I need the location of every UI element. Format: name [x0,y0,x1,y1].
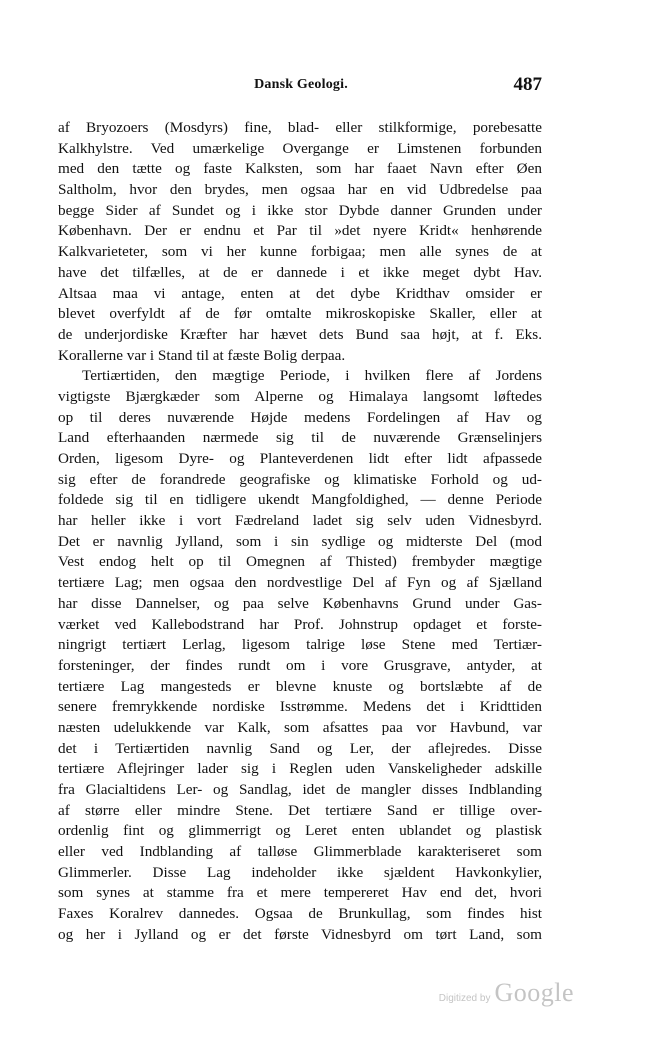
text-line: senere fremrykkende nordiske Isstrømme. Medens det i Kridttiden [58,698,542,716]
text-line: tertiære Lag; men ogsaa den nordvestlige Del af Fyn og af Sjælland [58,574,542,592]
text-line: de underjordiske Kræfter har hævet dets Bund saa højt, at f. Eks. [58,325,542,343]
text-line: forsteninger, der findes rundt om i vore Grusgrave, antyder, at [58,656,542,674]
digitized-watermark [439,978,574,1008]
text-line: sig efter de forandrede geografiske og klimatiske Forhold og ud- [58,470,542,488]
text-line: blevet overfyldt af de før omtalte mikroskopiske Skaller, eller at [58,305,542,323]
text-line: som synes at stamme fra et mere tempereret Hav end det, hvori [58,884,542,902]
text-line: Kalkhylstre. Ved umærkelige Overgange er Limstenen forbunden [58,139,542,157]
text-line: tertiære Lag mangesteds er blevne knuste og bortslæbte af de [58,677,542,695]
text-line: eller ved Indblanding af talløse Glimmerblade karakteriseret som [58,843,542,861]
body-text [58,118,542,946]
text-line: vigtigste Bjærgkæder som Alperne og Himalaya langsomt løftedes [58,387,542,405]
text-line: Saltholm, hvor den brydes, men ogsaa har en vid Udbredelse paa [58,181,542,199]
text-line: ordenlig fint og glimmerrigt og Leret enten ublandet og plastisk [58,822,542,840]
text-line: det i Tertiærtiden navnlig Sand og Ler, der aflejredes. Disse [58,739,542,757]
page-number: 487 [513,74,542,95]
text-line: af Bryozoers (Mosdyrs) fine, blad- eller stilkformige, porebesatte [58,119,542,136]
text-line: have det tilfælles, at de er dannede i et ikke meget dybt Hav. [58,263,542,281]
text-line: af større eller mindre Stene. Det tertiære Sand er tillige over- [58,801,542,819]
text-line: Orden, ligesom Dyre- og Planteverdenen lidt efter lidt afpassede [58,450,542,467]
watermark-brand: Google [494,978,574,1007]
text-line: Tertiærtiden, den mægtige Periode, i hvilken flere af Jordens [82,367,542,385]
text-line: med den tætte og faste Kalksten, som har faaet Navn efter Øen [58,160,542,178]
watermark-prefix: Digitized by [438,993,491,1004]
text-line: Det er navnlig Jylland, som i sin sydlige og midterste Del (mod [58,532,542,550]
running-title: Dansk Geologi. [254,77,348,92]
text-line: fra Glacialtidens Ler- og Sandlag, idet de mangler disses Indblanding [58,781,542,798]
text-line: tertiære Aflejringer lader sig i Reglen uden Vanskeligheder adskille [58,760,542,778]
text-line: Kalkvarieteter, som vi her kunne forbigaa; men alle synes de at [58,243,542,261]
text-line: Land efterhaanden nærmede sig til de nuværende Grænselinjers [58,429,542,447]
text-line: ningrigt tertiært Lerlag, ligesom talrige løse Stene med Tertiær- [58,636,542,654]
text-line: København. Der er endnu et Par til »det nyere Kridt« henhørende [58,222,542,240]
text-line: begge Sider af Sundet og i ikke stor Dybde danner Grunden under [58,201,542,219]
text-line: Korallerne var i Stand til at fæste Bolig derpaa. [58,346,346,364]
text-line: Vest endog helt op til Omegnen af Thisted) frembyder mægtige [58,553,542,571]
page-header [60,74,542,103]
text-line: næsten udelukkende var Kalk, som afsattes paa vor Havbund, var [58,718,542,736]
text-line: foldede sig til en tidligere ukendt Mangfoldighed, — denne Periode [58,491,542,509]
text-line: værket ved Kallebodstrand har Prof. Johnstrup opdaget et forste- [58,615,542,633]
text-line: har disse Dannelser, og paa selve Københavns Grund under Gas- [58,594,542,612]
text-line: Faxes Koralrev dannedes. Ogsaa de Brunkullag, som findes hist [58,905,542,923]
text-line: har heller ikke i vort Fædreland ladet sig selv uden Vidnesbyrd. [58,512,542,530]
text-line: og her i Jylland og er det første Vidnesbyrd om tørt Land, som [58,925,542,943]
text-line: Glimmerler. Disse Lag indeholder ikke sjældent Havkonkylier, [58,863,542,881]
text-line: op til deres nuværende Højde medens Fordelingen af Hav og [58,408,542,426]
text-line: Altsaa maa vi antage, enten at det dybe Kridthav omsider er [58,284,542,302]
